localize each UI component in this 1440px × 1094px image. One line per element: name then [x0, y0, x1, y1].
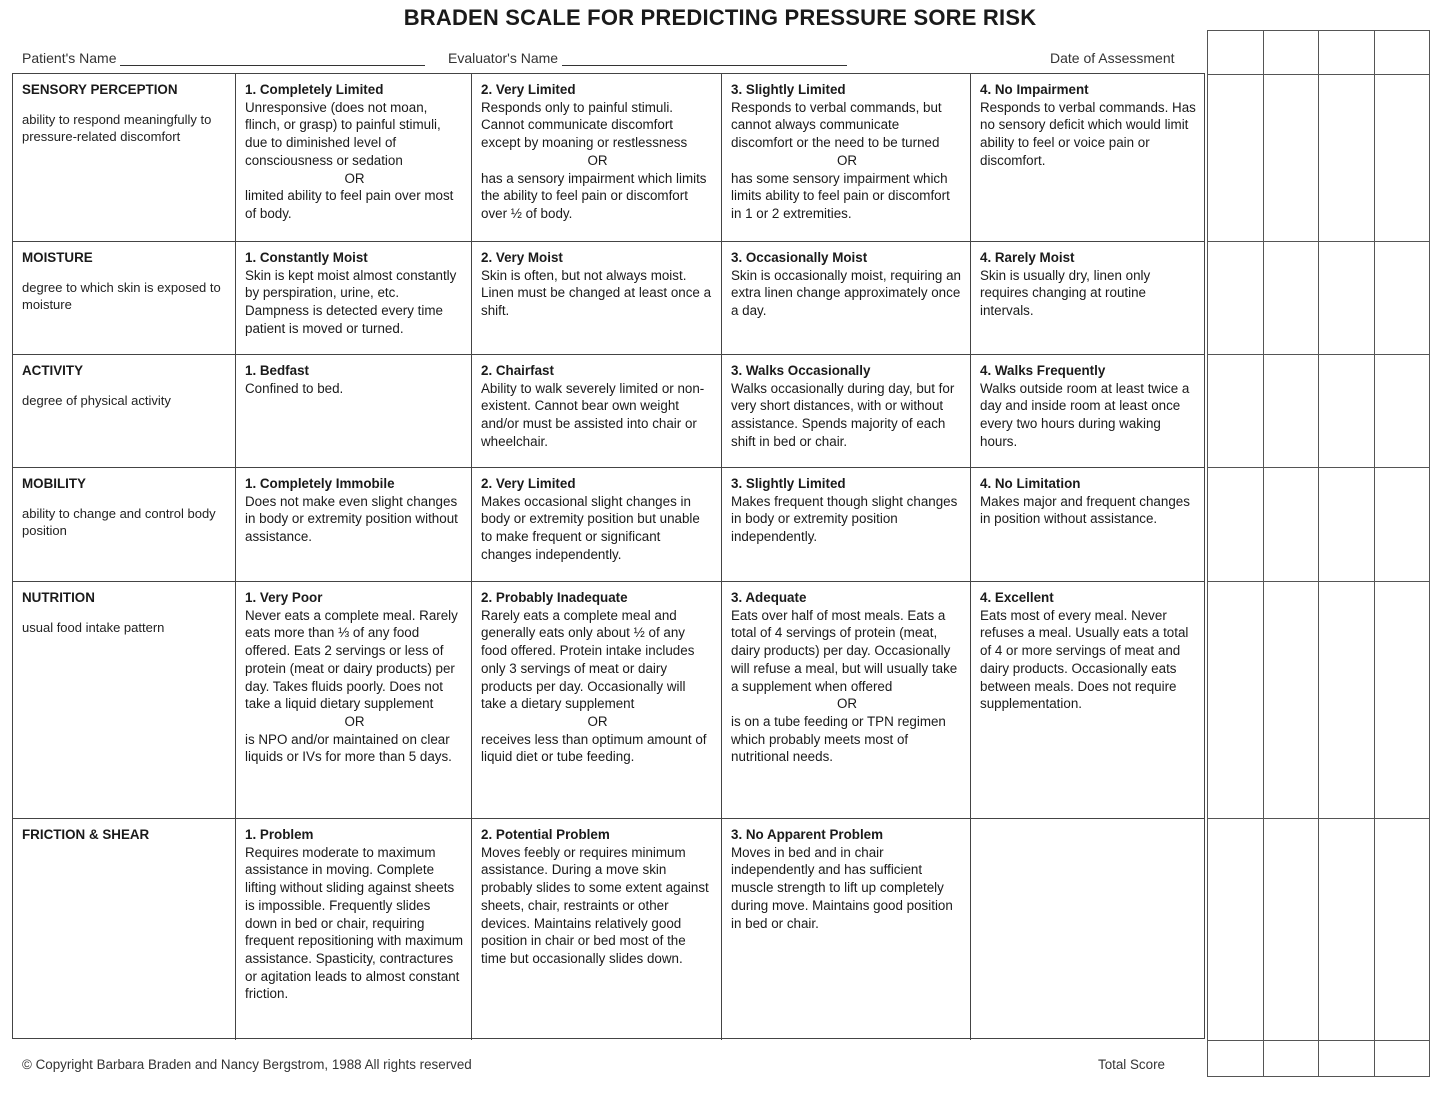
option-text-alt: has some sensory impairment which limits ability to feel pain or discomfort in 1 or 2 extremities.: [731, 170, 950, 221]
category-cell: [13, 355, 235, 467]
score-option-cell: [235, 468, 471, 581]
score-entry-cell[interactable]: [1318, 74, 1373, 241]
score-entry-cell[interactable]: [1263, 581, 1318, 818]
score-option-cell: [970, 582, 1204, 818]
option-title: 1. Problem: [245, 827, 314, 842]
category-title: MOISTURE: [22, 250, 93, 265]
score-option-cell: [471, 582, 721, 818]
category-title: FRICTION & SHEAR: [22, 827, 150, 842]
score-entry-cell[interactable]: [1374, 74, 1429, 241]
score-entry-cell[interactable]: [1318, 241, 1373, 354]
category-title: MOBILITY: [22, 476, 86, 491]
category-description: usual food intake pattern: [22, 619, 165, 635]
score-entry-cell[interactable]: [1208, 1040, 1263, 1076]
option-title: 1. Constantly Moist: [245, 250, 368, 265]
score-entry-cell[interactable]: [1208, 467, 1263, 581]
score-entry-cell[interactable]: [1318, 354, 1373, 467]
score-option-cell: [721, 242, 970, 354]
score-entry-cell[interactable]: [1263, 31, 1318, 74]
option-text: Walks outside room at least twice a day and inside room at least once every two hours during waking hours.: [980, 380, 1190, 449]
category-cell: [13, 582, 235, 818]
category-description: ability to change and control body position: [22, 505, 216, 538]
or-separator: OR: [836, 152, 858, 168]
option-text: Confined to bed.: [245, 380, 344, 396]
option-title: 4. No Impairment: [980, 82, 1089, 97]
score-entry-cell[interactable]: [1374, 31, 1429, 74]
option-text: Does not make even slight changes in body or extremity position without assistance.: [245, 493, 458, 545]
option-title: 3. No Apparent Problem: [731, 827, 884, 842]
copyright-notice: © Copyright Barbara Braden and Nancy Bergstrom, 1988 All rights reserved: [22, 1057, 472, 1072]
score-option-cell: [471, 242, 721, 354]
score-option-cell: [235, 355, 471, 467]
option-text: Makes frequent though slight changes in body or extremity position independently.: [731, 493, 958, 545]
option-text: Skin is kept moist almost constantly by perspiration, urine, etc. Dampness is detected every time patient is moved or turned.: [245, 267, 457, 336]
option-title: 2. Potential Problem: [481, 827, 610, 842]
or-separator: OR: [344, 170, 365, 186]
option-text-alt: limited ability to feel pain over most of body.: [245, 188, 454, 221]
patient-name-line[interactable]: [120, 51, 425, 66]
score-option-cell: [471, 74, 721, 241]
score-entry-cell[interactable]: [1318, 818, 1373, 1040]
score-entry-cell[interactable]: [1208, 581, 1263, 818]
option-text: Moves in bed and in chair independently and has sufficient muscle strength to lift up completely during move. Maintains good position in bed or chair.: [731, 844, 953, 931]
option-text: Responds to verbal commands. Has no sensory deficit which would limit ability to feel or voice pain or discomfort.: [980, 99, 1196, 168]
score-entry-cell[interactable]: [1374, 241, 1429, 354]
option-title: 3. Slightly Limited: [731, 82, 846, 97]
option-text: Eats most of every meal. Never refuses a meal. Usually eats a total of 4 or more servings of meat and dairy products. Occasionally eats between meals. Does not require supplementation.: [980, 607, 1189, 712]
category-cell: [13, 468, 235, 581]
evaluator-name-field[interactable]: [448, 50, 847, 66]
score-entry-cell[interactable]: [1263, 241, 1318, 354]
score-entry-cell[interactable]: [1318, 31, 1373, 74]
option-title: 2. Chairfast: [481, 363, 554, 378]
option-title: 1. Very Poor: [245, 590, 323, 605]
option-text: Walks occasionally during day, but for very short distances, with or without assistance. Spends majority of each shift in bed or chair.: [731, 380, 955, 449]
option-text: Skin is usually dry, linen only requires changing at routine intervals.: [980, 267, 1151, 319]
score-entry-cell[interactable]: [1208, 241, 1263, 354]
score-option-cell: [471, 819, 721, 1040]
score-option-cell: [235, 582, 471, 818]
option-text: Unresponsive (does not moan, flinch, or grasp) to painful stimuli, due to diminished level of consciousness or sedation: [245, 99, 441, 168]
option-title: 4. Excellent: [980, 590, 1054, 605]
score-entry-cell[interactable]: [1263, 467, 1318, 581]
row-nutrition: [13, 581, 1204, 818]
score-entry-cell[interactable]: [1374, 581, 1429, 818]
option-text: Responds to verbal commands, but cannot always communicate discomfort or the need to be turned: [731, 99, 942, 151]
category-title: ACTIVITY: [22, 363, 84, 378]
score-entry-cell[interactable]: [1263, 818, 1318, 1040]
option-title: 3. Occasionally Moist: [731, 250, 868, 265]
score-option-cell: [970, 819, 1204, 1040]
category-title: NUTRITION: [22, 590, 95, 605]
patient-name-field[interactable]: [22, 50, 425, 66]
score-option-cell: [721, 582, 970, 818]
score-entry-cell[interactable]: [1318, 581, 1373, 818]
row-activity: [13, 354, 1204, 467]
score-entry-cell[interactable]: [1374, 354, 1429, 467]
option-text-alt: has a sensory impairment which limits the ability to feel pain or discomfort over ½ of body.: [481, 170, 707, 221]
option-title: 4. Walks Frequently: [980, 363, 1106, 378]
row-moisture: [13, 241, 1204, 354]
category-title: SENSORY PERCEPTION: [22, 82, 178, 97]
date-of-assessment-label: Date of Assessment: [1050, 50, 1175, 66]
score-option-cell: [721, 468, 970, 581]
braden-scale-table: [12, 73, 1205, 1039]
score-entry-cell[interactable]: [1208, 74, 1263, 241]
option-text: Skin is often, but not always moist. Linen must be changed at least once a shift.: [481, 267, 712, 319]
score-entry-cell[interactable]: [1374, 818, 1429, 1040]
option-text: Responds only to painful stimuli. Cannot communicate discomfort except by moaning or restlessness: [481, 99, 688, 151]
score-option-cell: [721, 74, 970, 241]
score-entry-cell[interactable]: [1208, 818, 1263, 1040]
score-option-cell: [721, 819, 970, 1040]
option-text: Makes major and frequent changes in position without assistance.: [980, 493, 1190, 527]
evaluator-name-line[interactable]: [562, 51, 847, 66]
option-text-alt: is on a tube feeding or TPN regimen which probably meets most of nutritional needs.: [731, 713, 946, 765]
score-option-cell: [970, 74, 1204, 241]
option-title: 3. Adequate: [731, 590, 807, 605]
score-entry-cell[interactable]: [1263, 354, 1318, 467]
option-text-alt: receives less than optimum amount of liquid diet or tube feeding.: [481, 731, 707, 765]
category-cell: [13, 242, 235, 354]
score-option-cell: [471, 468, 721, 581]
or-separator: OR: [587, 152, 608, 168]
category-description: ability to respond meaningfully to pressure-related discomfort: [22, 111, 212, 144]
score-entry-cell[interactable]: [1374, 1040, 1429, 1076]
score-option-cell: [235, 819, 471, 1040]
or-separator: OR: [836, 696, 858, 712]
score-option-cell: [721, 355, 970, 467]
score-entry-cell[interactable]: [1208, 31, 1263, 74]
option-text: Moves feebly or requires minimum assistance. During a move skin probably slides to some extent against sheets, chair, restraints or other devices. Maintains relatively good position in chair or bed most of the time but occasionally slides down.: [481, 844, 709, 966]
option-text: Ability to walk severely limited or non-existent. Cannot bear own weight and/or must be assisted into chair or wheelchair.: [481, 380, 705, 449]
option-title: 2. Probably Inadequate: [481, 590, 628, 605]
option-text: Never eats a complete meal. Rarely eats more than ⅓ of any food offered. Eats 2 servings or less of protein (meat or dairy products) per day. Takes fluids poorly. Does not take a liquid dietary supplement: [245, 607, 458, 712]
option-title: 1. Completely Immobile: [245, 476, 395, 491]
option-title: 1. Completely Limited: [245, 82, 384, 97]
score-option-cell: [970, 355, 1204, 467]
category-description: degree of physical activity: [22, 392, 171, 408]
row-sensory-perception: [13, 74, 1204, 241]
option-text: Eats over half of most meals. Eats a total of 4 servings of protein (meat, dairy products) per day. Occasionally will refuse a meal, but will usually take a supplement when offered: [731, 607, 958, 694]
option-title: 3. Slightly Limited: [731, 476, 846, 491]
option-text: Rarely eats a complete meal and generally eats only about ½ of any food offered. Protein intake includes only 3 servings of meat or dairy products per day. Occasionally will take a dietary supplement: [481, 607, 695, 712]
option-title: 3. Walks Occasionally: [731, 363, 871, 378]
score-entry-cell[interactable]: [1263, 1040, 1318, 1076]
score-option-cell: [235, 242, 471, 354]
patient-name-label: Patient's Name: [22, 50, 117, 66]
category-cell: [13, 74, 235, 241]
score-entry-cell[interactable]: [1374, 467, 1429, 581]
score-option-cell: [970, 242, 1204, 354]
category-description: degree to which skin is exposed to moisture: [22, 279, 221, 312]
score-entry-cell[interactable]: [1208, 354, 1263, 467]
row-mobility: [13, 467, 1204, 581]
score-entry-cell[interactable]: [1263, 74, 1318, 241]
option-title: 4. No Limitation: [980, 476, 1081, 491]
option-title: 2. Very Limited: [481, 82, 576, 97]
category-cell: [13, 819, 235, 1040]
total-score-label: Total Score: [1098, 1057, 1165, 1072]
option-text: Makes occasional slight changes in body or extremity position but unable to make frequent or significant changes independently.: [481, 493, 700, 562]
option-text: Skin is occasionally moist, requiring an extra linen change approximately once a day.: [731, 267, 961, 319]
score-option-cell: [471, 355, 721, 467]
score-columns: [1207, 30, 1430, 1077]
option-title: 2. Very Limited: [481, 476, 576, 491]
page-title: BRADEN SCALE FOR PREDICTING PRESSURE SORE RISK: [403, 5, 1037, 30]
score-option-cell: [235, 74, 471, 241]
option-title: 1. Bedfast: [245, 363, 309, 378]
score-entry-cell[interactable]: [1318, 467, 1373, 581]
or-separator: OR: [587, 713, 608, 729]
or-separator: OR: [344, 713, 365, 729]
evaluator-name-label: Evaluator's Name: [448, 50, 559, 66]
option-text-alt: is NPO and/or maintained on clear liquids or IVs for more than 5 days.: [245, 731, 452, 765]
score-option-cell: [970, 468, 1204, 581]
option-title: 4. Rarely Moist: [980, 250, 1075, 265]
option-text: Requires moderate to maximum assistance in moving. Complete lifting without sliding against sheets is impossible. Frequently slides down in bed or chair, requiring frequent repositioning with maximum assistance. Spasticity, contractures or agitation leads to almost constant friction.: [245, 844, 464, 1002]
row-friction-shear: [13, 818, 1204, 1040]
option-title: 2. Very Moist: [481, 250, 563, 265]
score-entry-cell[interactable]: [1318, 1040, 1373, 1076]
